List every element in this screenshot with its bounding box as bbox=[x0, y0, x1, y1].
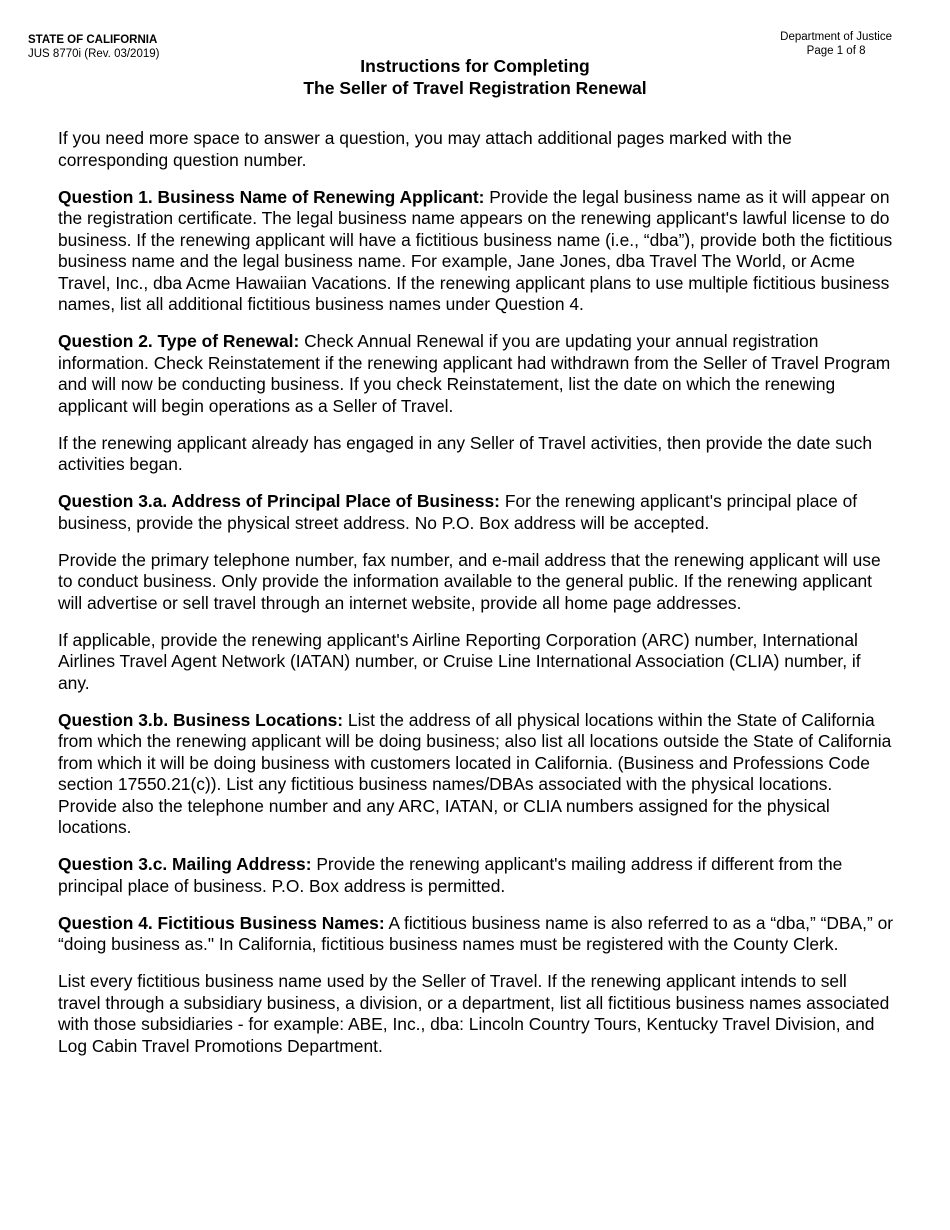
question-heading: Question 3.c. Mailing Address: bbox=[58, 854, 312, 874]
paragraph-activities-date: If the renewing applicant already has engaged in any Seller of Travel activities, then provide the date such activities began. bbox=[58, 432, 872, 474]
title-line-1: Instructions for Completing bbox=[360, 56, 590, 76]
state-name: STATE OF CALIFORNIA bbox=[28, 34, 158, 46]
paragraph-question-1: Question 1. Business Name of Renewing Applicant: Provide the legal business name as it will appear on the registration certificate. The legal business name appears on the renewing applicant's lawful license to do business. If the renewing applicant will have a fictitious business name (i.e., “dba”), provide both the fictitious business name and the legal business name. For example, Jane Jones, dba Travel The World, or Acme Travel, Inc., dba Acme Hawaiian Vacations. If the renewing applicant plans to use multiple fictitious business names, list all additional fictitious business names under Question 4. bbox=[58, 186, 893, 314]
paragraph-question-3a: Question 3.a. Address of Principal Place of Business: For the renewing applicant's principal place of business, provide the physical street address. No P.O. Box address will be accepted. bbox=[58, 491, 858, 533]
paragraph-intro: If you need more space to answer a question, you may attach additional pages marked with the corresponding question number. bbox=[58, 128, 792, 170]
paragraph-question-3c: Question 3.c. Mailing Address: Provide the renewing applicant's mailing address if different from the principal place of business. P.O. Box address is permitted. bbox=[58, 854, 843, 896]
paragraph-arc-iatan-clia: If applicable, provide the renewing applicant's Airline Reporting Corporation (ARC) number, International Airlines Travel Agent Network (IATAN) number, or Cruise Line International Association (CLIA) number, if any. bbox=[58, 629, 861, 693]
page-number: Page 1 of 8 bbox=[806, 45, 866, 57]
department-name: Department of Justice bbox=[780, 31, 892, 43]
form-id: JUS 8770i (Rev. 03/2019) bbox=[28, 48, 160, 60]
paragraph-fictitious-names-list: List every fictitious business name used by the Seller of Travel. If the renewing applicant intends to sell travel through a subsidiary business, a division, or a department, list all fictitious business names associated with those subsidiaries - for example: ABE, Inc., dba: Lincoln Country Tours, Kentucky Travel Division, and Log Cabin Travel Promotions Department. bbox=[58, 971, 890, 1056]
title-line-2: The Seller of Travel Registration Renewal bbox=[303, 77, 647, 98]
paragraph-question-3b: Question 3.b. Business Locations: List the address of all physical locations within the State of California from which the renewing applicant will be doing business; also list all locations outside the State of California from which it will be doing business with customers located in California. (Business and Professions Code section 17550.21(c)). List any fictitious business names/DBAs associated with the physical locations. Provide also the telephone number and any ARC, IATAN, or CLIA numbers assigned for the physical locations. bbox=[58, 709, 892, 837]
document-title bbox=[0, 56, 950, 99]
question-heading: Question 2. Type of Renewal: bbox=[58, 331, 300, 351]
question-heading: Question 3.a. Address of Principal Place of Business: bbox=[58, 491, 500, 511]
question-heading: Question 4. Fictitious Business Names: bbox=[58, 912, 385, 933]
paragraph-question-4: Question 4. Fictitious Business Names: A fictitious business name is also referred to as a “dba,” “DBA,” or “doing business as." In California, fictitious business names must be registered with the County Clerk. bbox=[58, 912, 894, 954]
question-heading: Question 3.b. Business Locations: bbox=[58, 709, 344, 730]
form-header-right bbox=[780, 30, 892, 58]
question-heading: Question 1. Business Name of Renewing Applicant: bbox=[58, 186, 485, 207]
paragraph-contact-info: Provide the primary telephone number, fax number, and e-mail address that the renewing applicant will use to conduct business. Only provide the information available to the general public. If the renewing applicant will advertise or sell travel through an internet website, provide all home page addresses. bbox=[58, 549, 881, 613]
instructions-body bbox=[58, 128, 894, 1073]
paragraph-question-2: Question 2. Type of Renewal: Check Annual Renewal if you are updating your annual registration information. Check Reinstatement if the renewing applicant had withdrawn from the Seller of Travel Program and will now be conducting business. If you check Reinstatement, list the date on which the renewing applicant will begin operations as a Seller of Travel. bbox=[58, 331, 891, 416]
